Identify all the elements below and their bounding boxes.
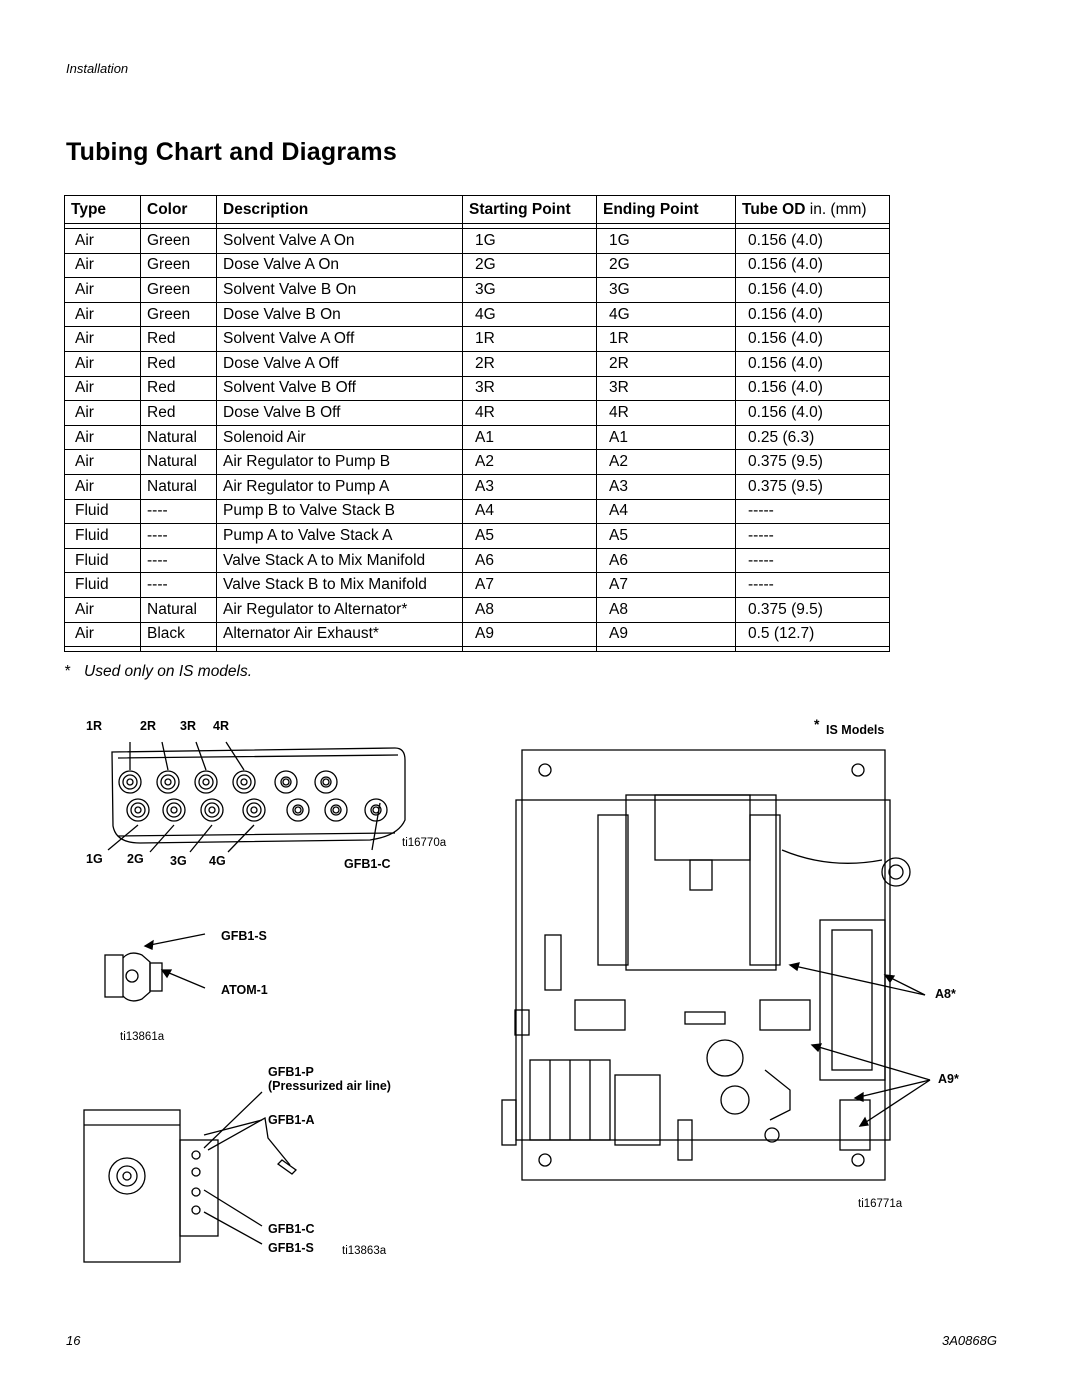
label-is-models: IS Models xyxy=(826,723,885,737)
cell-type: Air xyxy=(65,351,141,376)
cell-description: Valve Stack B to Mix Manifold xyxy=(217,573,463,598)
cell-type: Air xyxy=(65,622,141,647)
label-gfb1-a: GFB1-A xyxy=(268,1113,315,1127)
cell-starting-point: 1G xyxy=(463,229,597,254)
is-star: * xyxy=(814,716,820,732)
footnote-star: * xyxy=(64,663,71,680)
tube-fitting xyxy=(127,799,149,821)
tube-fitting xyxy=(157,771,179,793)
cell-tube-od: 0.156 (4.0) xyxy=(736,278,890,303)
cell-type: Air xyxy=(65,253,141,278)
tube-fitting xyxy=(287,799,309,821)
cell-type: Air xyxy=(65,401,141,426)
cell-type: Fluid xyxy=(65,548,141,573)
cell-ending-point: A9 xyxy=(597,622,736,647)
cell-ending-point: 2G xyxy=(597,253,736,278)
tube-od-unit: in. (mm) xyxy=(809,200,867,218)
cell-tube-od: 0.156 (4.0) xyxy=(736,401,890,426)
tube-fitting xyxy=(275,771,297,793)
cell-description: Dose Valve B On xyxy=(217,302,463,327)
footnote-text: Used only on IS models. xyxy=(84,663,253,680)
cell-description: Alternator Air Exhaust* xyxy=(217,622,463,647)
tube-fitting xyxy=(163,799,185,821)
cell-color: ---- xyxy=(141,548,217,573)
cell-starting-point: A4 xyxy=(463,499,597,524)
cell-type: Fluid xyxy=(65,499,141,524)
cell-description: Solvent Valve A Off xyxy=(217,327,463,352)
cell-starting-point: A5 xyxy=(463,524,597,549)
cell-ending-point: A8 xyxy=(597,597,736,622)
page-number: 16 xyxy=(66,1333,81,1348)
caption-ti13863a: ti13863a xyxy=(342,1245,387,1257)
cell-color: Natural xyxy=(141,597,217,622)
cell-ending-point: A4 xyxy=(597,499,736,524)
tube-fitting xyxy=(195,771,217,793)
cell-ending-point: 2R xyxy=(597,351,736,376)
cell-type: Air xyxy=(65,327,141,352)
cell-tube-od: 0.375 (9.5) xyxy=(736,474,890,499)
cell-ending-point: A3 xyxy=(597,474,736,499)
cell-color: ---- xyxy=(141,499,217,524)
cell-description: Valve Stack A to Mix Manifold xyxy=(217,548,463,573)
label-4g: 4G xyxy=(209,854,226,868)
tube-od-label: Tube OD xyxy=(742,200,806,218)
cell-starting-point: A8 xyxy=(463,597,597,622)
label-3g: 3G xyxy=(170,854,187,868)
cell-color: Red xyxy=(141,401,217,426)
cell-description: Solvent Valve B On xyxy=(217,278,463,303)
label-gfb1-c-2: GFB1-C xyxy=(268,1222,315,1236)
cell-color: Red xyxy=(141,351,217,376)
cell-starting-point: A1 xyxy=(463,425,597,450)
cell-description: Air Regulator to Pump A xyxy=(217,474,463,499)
cell-color: Green xyxy=(141,302,217,327)
label-pressurized: (Pressurized air line) xyxy=(268,1079,391,1093)
tube-fitting xyxy=(325,799,347,821)
cell-type: Fluid xyxy=(65,573,141,598)
cell-type: Air xyxy=(65,474,141,499)
label-a9: A9* xyxy=(938,1072,959,1086)
label-gfb1-s-2: GFB1-S xyxy=(268,1241,314,1255)
cell-tube-od: 0.156 (4.0) xyxy=(736,351,890,376)
col-ending-point: Ending Point xyxy=(597,196,736,224)
label-2r: 2R xyxy=(140,719,156,733)
label-atom-1: ATOM-1 xyxy=(221,983,268,997)
tube-fitting xyxy=(119,771,141,793)
label-1g: 1G xyxy=(86,852,103,866)
label-gfb1-p: GFB1-P xyxy=(268,1065,314,1079)
caption-ti13861a: ti13861a xyxy=(120,1031,165,1043)
cell-color: Natural xyxy=(141,425,217,450)
cell-ending-point: A2 xyxy=(597,450,736,475)
cell-starting-point: A9 xyxy=(463,622,597,647)
cell-description: Solvent Valve A On xyxy=(217,229,463,254)
cell-description: Pump A to Valve Stack A xyxy=(217,524,463,549)
page-title: Tubing Chart and Diagrams xyxy=(66,138,397,166)
cell-type: Air xyxy=(65,302,141,327)
label-1r: 1R xyxy=(86,719,102,733)
cell-description: Solenoid Air xyxy=(217,425,463,450)
cell-tube-od: ----- xyxy=(736,573,890,598)
cell-type: Fluid xyxy=(65,524,141,549)
cell-starting-point: 2R xyxy=(463,351,597,376)
enclosure-drawing xyxy=(502,750,930,1180)
caption-ti16771a: ti16771a xyxy=(858,1198,903,1210)
atom-fitting-drawing xyxy=(105,934,205,1001)
cell-tube-od: ----- xyxy=(736,524,890,549)
cell-color: Red xyxy=(141,327,217,352)
cell-tube-od: 0.156 (4.0) xyxy=(736,253,890,278)
cell-tube-od: 0.156 (4.0) xyxy=(736,229,890,254)
document-number: 3A0868G xyxy=(942,1333,997,1348)
cell-ending-point: 1R xyxy=(597,327,736,352)
cell-ending-point: 4R xyxy=(597,401,736,426)
cell-tube-od: ----- xyxy=(736,548,890,573)
cell-starting-point: A7 xyxy=(463,573,597,598)
valve-manifold-drawing xyxy=(108,742,405,852)
cell-description: Pump B to Valve Stack B xyxy=(217,499,463,524)
cell-color: Natural xyxy=(141,450,217,475)
cell-starting-point: 4G xyxy=(463,302,597,327)
cell-description: Solvent Valve B Off xyxy=(217,376,463,401)
tube-fitting xyxy=(201,799,223,821)
cell-color: Green xyxy=(141,253,217,278)
cell-color: Green xyxy=(141,278,217,303)
cell-ending-point: A7 xyxy=(597,573,736,598)
cell-starting-point: A2 xyxy=(463,450,597,475)
cell-type: Air xyxy=(65,229,141,254)
cell-type: Air xyxy=(65,597,141,622)
cell-tube-od: 0.5 (12.7) xyxy=(736,622,890,647)
cell-ending-point: 1G xyxy=(597,229,736,254)
col-starting-point: Starting Point xyxy=(463,196,597,224)
cell-ending-point: 3G xyxy=(597,278,736,303)
cell-starting-point: 3R xyxy=(463,376,597,401)
cell-tube-od: 0.375 (9.5) xyxy=(736,597,890,622)
section-label: Installation xyxy=(66,61,129,76)
label-gfb1-c: GFB1-C xyxy=(344,857,391,871)
cell-ending-point: A6 xyxy=(597,548,736,573)
label-2g: 2G xyxy=(127,852,144,866)
col-color: Color xyxy=(141,196,217,224)
cell-tube-od: 0.156 (4.0) xyxy=(736,302,890,327)
cell-tube-od: ----- xyxy=(736,499,890,524)
cell-color: Black xyxy=(141,622,217,647)
col-description: Description xyxy=(217,196,463,224)
cell-tube-od: 0.375 (9.5) xyxy=(736,450,890,475)
label-gfb1-s: GFB1-S xyxy=(221,929,267,943)
cell-description: Air Regulator to Pump B xyxy=(217,450,463,475)
cell-description: Dose Valve A On xyxy=(217,253,463,278)
cell-color: ---- xyxy=(141,524,217,549)
cell-tube-od: 0.25 (6.3) xyxy=(736,425,890,450)
cell-tube-od: 0.156 (4.0) xyxy=(736,327,890,352)
cell-tube-od: 0.156 (4.0) xyxy=(736,376,890,401)
cell-type: Air xyxy=(65,278,141,303)
cell-type: Air xyxy=(65,450,141,475)
gauge-box-drawing xyxy=(84,1092,296,1262)
cell-starting-point: 2G xyxy=(463,253,597,278)
cell-ending-point: 4G xyxy=(597,302,736,327)
cell-starting-point: A6 xyxy=(463,548,597,573)
label-3r: 3R xyxy=(180,719,196,733)
cell-ending-point: A1 xyxy=(597,425,736,450)
tube-fitting xyxy=(315,771,337,793)
cell-description: Dose Valve A Off xyxy=(217,351,463,376)
cell-color: Green xyxy=(141,229,217,254)
tube-fitting xyxy=(243,799,265,821)
cell-starting-point: 4R xyxy=(463,401,597,426)
cell-color: Natural xyxy=(141,474,217,499)
cell-ending-point: 3R xyxy=(597,376,736,401)
caption-ti16770a: ti16770a xyxy=(402,837,447,849)
label-4r: 4R xyxy=(213,719,229,733)
cell-starting-point: A3 xyxy=(463,474,597,499)
label-a8: A8* xyxy=(935,987,956,1001)
tube-fitting xyxy=(365,799,387,821)
cell-color: Red xyxy=(141,376,217,401)
cell-starting-point: 1R xyxy=(463,327,597,352)
tube-fitting xyxy=(233,771,255,793)
cell-ending-point: A5 xyxy=(597,524,736,549)
cell-description: Dose Valve B Off xyxy=(217,401,463,426)
col-type: Type xyxy=(65,196,141,224)
cell-type: Air xyxy=(65,376,141,401)
cell-description: Air Regulator to Alternator* xyxy=(217,597,463,622)
cell-starting-point: 3G xyxy=(463,278,597,303)
cell-color: ---- xyxy=(141,573,217,598)
cell-type: Air xyxy=(65,425,141,450)
